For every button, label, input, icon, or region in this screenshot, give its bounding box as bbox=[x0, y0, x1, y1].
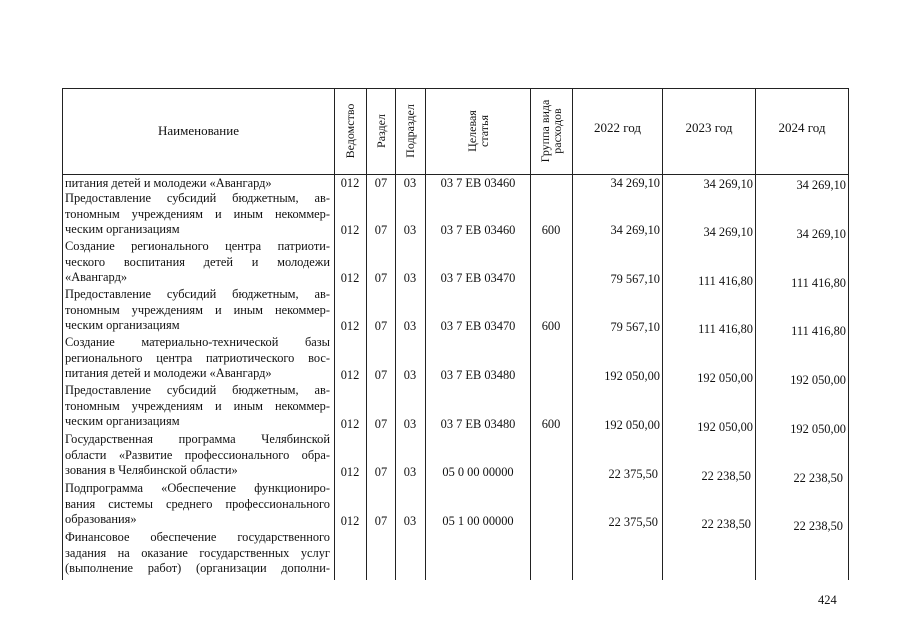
cell-2024: 34 269,10 bbox=[796, 178, 846, 192]
header-gruppa-line2: расходов bbox=[550, 108, 564, 154]
cell-cs: 03 7 ЕВ 03470 bbox=[440, 271, 516, 285]
cell-2022: 22 375,50 bbox=[608, 467, 658, 481]
row-name-line: ческим организациям bbox=[65, 222, 180, 237]
cell-razd: 07 bbox=[374, 417, 388, 431]
cell-2022: 34 269,10 bbox=[610, 223, 660, 237]
row-name-line: зования в Челябинской области» bbox=[65, 463, 238, 478]
row-name-line: вания системы среднего профессионального bbox=[65, 496, 330, 511]
cell-cs: 03 7 ЕВ 03470 bbox=[440, 319, 516, 333]
cell-podr: 03 bbox=[403, 465, 417, 479]
row-name bbox=[65, 383, 330, 430]
col-border-vr bbox=[530, 88, 531, 580]
row-name bbox=[65, 239, 330, 286]
cell-2022: 192 050,00 bbox=[604, 369, 660, 383]
header-year-2022: 2022 год bbox=[594, 120, 641, 135]
cell-cs: 05 1 00 00000 bbox=[442, 514, 514, 528]
row-name-line: регионального центра патриотического вос- bbox=[65, 350, 330, 365]
row-name bbox=[65, 287, 330, 334]
cell-2022: 22 375,50 bbox=[608, 515, 658, 529]
row-name-line: тономным учреждениям и иным некоммер- bbox=[65, 206, 330, 221]
cell-ved: 012 bbox=[340, 319, 360, 333]
cell-2024: 192 050,00 bbox=[790, 373, 846, 387]
cell-ved: 012 bbox=[340, 368, 360, 382]
col-border-cs bbox=[425, 88, 426, 580]
cell-2024: 34 269,10 bbox=[796, 227, 846, 241]
row-name-line: питания детей и молодежи «Авангард» bbox=[65, 176, 272, 190]
col-border-ved bbox=[334, 88, 335, 580]
page-number: 424 bbox=[818, 593, 837, 607]
cell-podr: 03 bbox=[403, 176, 417, 190]
header-gruppa-rashodov bbox=[539, 100, 563, 163]
row-name bbox=[65, 335, 330, 382]
cell-ved: 012 bbox=[340, 417, 360, 431]
cell-razd: 07 bbox=[374, 465, 388, 479]
row-name-line: ческого воспитания детей и молодежи bbox=[65, 254, 330, 269]
cell-2023: 192 050,00 bbox=[697, 420, 753, 434]
cell-2022: 79 567,10 bbox=[610, 320, 660, 334]
header-name: Наименование bbox=[158, 123, 239, 138]
row-name-line: ческим организациям bbox=[65, 318, 180, 333]
row-name-line: тономным учреждениям и иным некоммер- bbox=[65, 398, 330, 413]
cell-2023: 34 269,10 bbox=[703, 225, 753, 239]
row-name-line: области «Развитие профессионального обра- bbox=[65, 447, 330, 462]
cell-2024: 22 238,50 bbox=[793, 471, 843, 485]
header-year-2023: 2023 год bbox=[685, 120, 733, 135]
cell-razd: 07 bbox=[374, 368, 388, 382]
cell-2022: 34 269,10 bbox=[610, 176, 660, 190]
row-name bbox=[65, 481, 330, 528]
cell-2023: 192 050,00 bbox=[697, 371, 753, 385]
cell-2022: 192 050,00 bbox=[604, 418, 660, 432]
cell-razd: 07 bbox=[374, 176, 388, 190]
row-name-line: Предоставление субсидий бюджетным, ав- bbox=[65, 383, 330, 397]
cell-2023: 34 269,10 bbox=[703, 177, 753, 191]
cell-2023: 22 238,50 bbox=[701, 517, 751, 531]
row-name-line: Предоставление субсидий бюджетным, ав- bbox=[65, 287, 330, 301]
header-vedomstvo: Ведомство bbox=[343, 103, 357, 159]
row-name-line: Государственная программа Челябинской bbox=[65, 432, 330, 446]
cell-ved: 012 bbox=[340, 223, 360, 237]
row-name bbox=[65, 176, 330, 192]
cell-podr: 03 bbox=[403, 514, 417, 528]
cell-2023: 22 238,50 bbox=[701, 469, 751, 483]
cell-podr: 03 bbox=[403, 417, 417, 431]
cell-cs: 03 7 ЕВ 03480 bbox=[440, 417, 516, 431]
header-podrazdel: Подраздел bbox=[403, 104, 417, 158]
header-year-2024: 2024 год bbox=[778, 120, 826, 135]
col-border-podr bbox=[395, 88, 396, 580]
row-name-line: Финансовое обеспечение государственного bbox=[65, 530, 330, 544]
cell-cs: 05 0 00 00000 bbox=[442, 465, 514, 479]
header-gruppa-line1: Группа вида bbox=[538, 99, 552, 163]
row-name-line: Создание регионального центра патриоти- bbox=[65, 239, 330, 253]
row-name-line: тономным учреждениям и иным некоммер- bbox=[65, 302, 330, 317]
row-name bbox=[65, 432, 330, 479]
row-name-line: задания на оказание государственных услуг bbox=[65, 545, 330, 560]
header-celevaya-statya bbox=[466, 110, 490, 152]
cell-cs: 03 7 ЕВ 03480 bbox=[440, 368, 516, 382]
cell-podr: 03 bbox=[403, 271, 417, 285]
cell-vr: 600 bbox=[541, 417, 561, 431]
row-name-line: (выполнение работ) (организации дополни- bbox=[65, 561, 330, 576]
cell-razd: 07 bbox=[374, 319, 388, 333]
cell-ved: 012 bbox=[340, 176, 360, 190]
row-name-line: Предоставление субсидий бюджетным, ав- bbox=[65, 191, 330, 205]
cell-ved: 012 bbox=[340, 514, 360, 528]
header-celevaya-line2: статья bbox=[477, 115, 491, 147]
col-border-razd bbox=[366, 88, 367, 580]
cell-razd: 07 bbox=[374, 271, 388, 285]
row-name bbox=[65, 191, 330, 238]
cell-2024: 192 050,00 bbox=[790, 422, 846, 436]
col-border-right bbox=[848, 88, 849, 580]
row-name-line: питания детей и молодежи «Авангард» bbox=[65, 366, 272, 381]
cell-cs: 03 7 ЕВ 03460 bbox=[440, 176, 516, 190]
cell-vr: 600 bbox=[541, 319, 561, 333]
row-name-line: Подпрограмма «Обеспечение функциониро- bbox=[65, 481, 330, 495]
cell-2023: 111 416,80 bbox=[698, 322, 753, 336]
header-bottom-border bbox=[62, 174, 849, 175]
cell-razd: 07 bbox=[374, 514, 388, 528]
row-name-line: Создание материально-технической базы bbox=[65, 335, 330, 349]
row-name-line: образования» bbox=[65, 512, 137, 527]
cell-podr: 03 bbox=[403, 368, 417, 382]
cell-2024: 111 416,80 bbox=[791, 276, 846, 290]
cell-2024: 22 238,50 bbox=[793, 519, 843, 533]
cell-ved: 012 bbox=[340, 465, 360, 479]
cell-razd: 07 bbox=[374, 223, 388, 237]
cell-podr: 03 bbox=[403, 223, 417, 237]
cell-ved: 012 bbox=[340, 271, 360, 285]
cell-2023: 111 416,80 bbox=[698, 274, 753, 288]
cell-vr: 600 bbox=[541, 223, 561, 237]
row-name-line: «Авангард» bbox=[65, 270, 128, 285]
cell-2022: 79 567,10 bbox=[610, 272, 660, 286]
header-celevaya-line1: Целевая bbox=[465, 110, 479, 152]
cell-podr: 03 bbox=[403, 319, 417, 333]
row-name-line: ческим организациям bbox=[65, 414, 180, 429]
row-name bbox=[65, 530, 330, 577]
cell-2024: 111 416,80 bbox=[791, 324, 846, 338]
cell-cs: 03 7 ЕВ 03460 bbox=[440, 223, 516, 237]
header-razdel: Раздел bbox=[374, 114, 388, 148]
